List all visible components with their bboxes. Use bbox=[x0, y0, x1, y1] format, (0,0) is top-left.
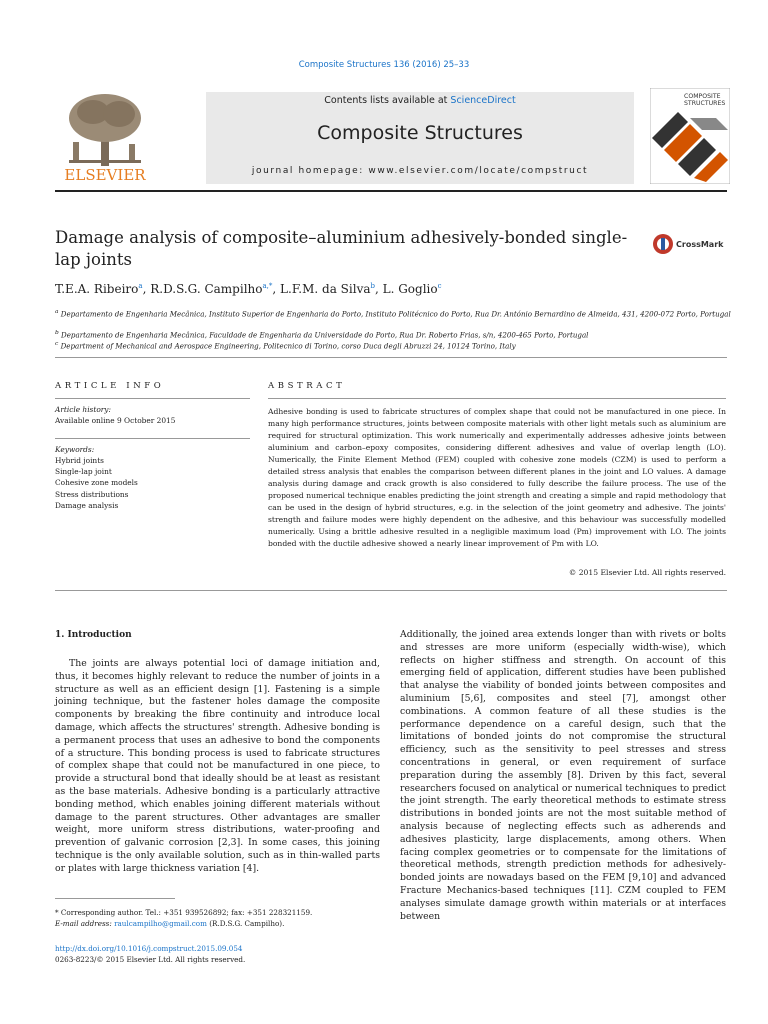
keyword-item: Damage analysis bbox=[55, 500, 119, 510]
journal-reference[interactable]: Composite Structures 136 (2016) 25–33 bbox=[298, 60, 470, 70]
author-affil-marker[interactable]: b bbox=[370, 282, 375, 290]
homepage-url[interactable]: www.elsevier.com/locate/compstruct bbox=[368, 166, 589, 176]
keyword-item: Hybrid joints bbox=[55, 456, 104, 465]
elsevier-logo bbox=[55, 90, 155, 186]
author-name[interactable]: L.F.M. da Silva bbox=[280, 282, 371, 296]
affiliation-text: Departamento de Engenharia Mecânica, Faculdade de Engenharia da Universidade do Porto, Rua Dr. Roberto Frias, s/n, 4200-465 Porto, Portugal bbox=[61, 330, 589, 340]
affiliation-text: Department of Mechanical and Aerospace Engineering, Politecnico di Torino, corso Duca degli Abruzzi 24, 10124 Torino, Italy bbox=[60, 341, 516, 351]
author-list: T.E.A. Ribeiro$^a$, R.D.S.G. Campilho$^{a,*}$, L.F.M. da Silva$^b$, L. Goglio$^c$ bbox=[55, 282, 442, 296]
affiliation-c bbox=[55, 339, 735, 352]
corresponding-author-note: * Corresponding author. Tel.: +351 939526892; fax: +351 228321159. bbox=[55, 908, 313, 917]
header-rule bbox=[55, 190, 727, 192]
keyword-item: Single-lap joint bbox=[55, 467, 112, 477]
abstract-copyright: © 2015 Elsevier Ltd. All rights reserved. bbox=[568, 568, 726, 577]
doi-link[interactable]: http://dx.doi.org/10.1016/j.compstruct.2015.09.054 bbox=[55, 944, 243, 953]
contents-prefix: Contents lists available at bbox=[324, 95, 451, 106]
article-history-label: Article history: bbox=[55, 405, 111, 414]
keyword-item: Cohesive zone models bbox=[55, 478, 138, 488]
doi-block bbox=[55, 943, 245, 965]
journal-title: Composite Structures bbox=[317, 122, 523, 144]
keyword-item: Stress distributions bbox=[55, 489, 129, 499]
footnote-rule bbox=[55, 898, 175, 899]
crossmark-label: CrossMark bbox=[676, 240, 724, 249]
intro-column-left: The joints are always potential loci of damage initiation and, thus, it becomes highly relevant to reduce the number of joints in a structure as well as an efficient design [1]. Fastening is a simple joining technique, but the fastener holes damage the composite components by breaking the fibre continuity and introduce local damage, which affects the structures' strength. Adhesive bonding is a permanent process that uses an adhesive to bond the components of a structure. This bonding process is used to fabricate structures of complex shape that could not be manufactured in one piece, to provide a structural bond that ideally should be at least as resistant as the base materials. Adhesive bonding is a particularly attractive bonding method, which enables joining different materials without damage to the parent structures. Other advantages are smaller weight, more uniform stress distributions, water-proofing and prevention of galvanic corrosion [2,3]. In some cases, this joining technique is the only available solution, such as in thin-walled parts or plates with large thickness variation [4]. bbox=[55, 658, 380, 874]
cover-word-2: STRUCTURES bbox=[684, 100, 726, 107]
author-affil-marker[interactable]: c bbox=[437, 282, 442, 290]
affiliation-a bbox=[55, 307, 735, 320]
journal-homepage bbox=[206, 166, 634, 176]
intro-column-right: Additionally, the joined area extends longer than with rivets or bolts and stresses are more uniform (especially width-wise), which reflects on higher stiffness and strength. On account of this emerging field of application, different studies have been published that analyse the viability of bonded joints between composites and aluminium [5,6], composites and steel [7], amongst other combinations. A common feature of all these studies is the performance dependence on a careful design, such that the limitations of bonded joints do not compromise the structural efficiency, such as the sensitivity to peel stresses and stress concentrations in general, or even requirement of surface preparation during the assembly [8]. Driven by this fact, several researchers focused on analytical or numerical techniques to predict the joint strength. The early theoretical methods to estimate stress distributions in bonded joints are not the most suitable method of analysis because of neglecting effects such as adherends and adhesives plasticity, large displacements, among others. When facing complex geometries or to compensate for the limitations of theoretical methods, strength prediction methods for adhesively-bonded joints are nowadays based on the FEM [9,10] and advanced Fracture Mechanics-based techniques [11]. CZM coupled to FEM analyses simulate damage growth within materials or at interfaces between bbox=[400, 629, 726, 922]
history-rule bbox=[55, 438, 250, 439]
crossmark-badge[interactable] bbox=[652, 232, 732, 256]
affiliation-marker: a bbox=[55, 309, 59, 315]
footnote bbox=[55, 907, 312, 929]
affiliation-rule bbox=[55, 357, 727, 358]
homepage-prefix: journal homepage: bbox=[251, 166, 369, 176]
author-affil-marker[interactable]: a bbox=[138, 282, 143, 290]
author-name[interactable]: L. Goglio bbox=[382, 282, 438, 296]
abstract-rule-top bbox=[268, 398, 726, 399]
author-name[interactable]: R.D.S.G. Campilho bbox=[150, 282, 263, 296]
email-label: E-mail address: bbox=[55, 919, 115, 928]
author-affil-marker[interactable]: a,* bbox=[262, 282, 273, 290]
affiliation-text: Departamento de Engenharia Mecânica, Instituto Superior de Engenharia do Porto, Instituto Politécnico do Porto, Rua Dr. António Bernardino de Almeida, 431, 4200-072 Porto, Portugal bbox=[60, 309, 731, 319]
author-name[interactable]: T.E.A. Ribeiro bbox=[55, 282, 139, 296]
abstract-rule-bottom bbox=[55, 590, 727, 591]
issn-line: 0263-8223/© 2015 Elsevier Ltd. All rights reserved. bbox=[55, 955, 246, 964]
cover-word-1: COMPOSITE bbox=[684, 93, 721, 100]
article-info-rule bbox=[55, 398, 250, 399]
abstract-body: Adhesive bonding is used to fabricate structures of complex shape that could not be manufactured in one piece. In many high performance structures, joints between composite materials with other light metals such as aluminium are required for structural optimization. This work numerically and experimentally addresses adhesive joints between aluminium and carbon–epoxy composites, considering different adhesives and value of overlap length (LO). Numerically, the Finite Element Method (FEM) coupled with cohesive zone models (CZM) is used to perform a detailed stress analysis that enables the comparison between different planes in the joint and LO values. A damage analysis during damage and crack growth is also considered to fully describe the failure process. The use of the proposed numerical technique enables predicting the joint strength and creating a simple and rapid methodology that can be used in the design of hybrid structures, e.g. in the selection of the joint geometry and adhesive. The joints' strength and failure modes were highly dependent on the adhesive, and this behaviour was successfully modelled numerically. Using a brittle adhesive resulted in a negligible maximum load (Pm) improvement with LO. The joints bonded with the ductile adhesive showed a nearly linear improvement of Pm with LO. bbox=[268, 407, 726, 548]
keywords-list bbox=[55, 455, 138, 511]
affiliation-marker: c bbox=[55, 341, 59, 347]
keywords-label: Keywords: bbox=[55, 445, 95, 454]
journal-cover-image bbox=[650, 88, 730, 184]
paper-title: Damage analysis of composite–aluminium adhesively-bonded single-lap joints bbox=[55, 228, 628, 269]
email-line bbox=[55, 918, 312, 929]
email-suffix: (R.D.S.G. Campilho). bbox=[206, 919, 285, 928]
affiliation-marker: b bbox=[55, 330, 59, 336]
article-history-value: Available online 9 October 2015 bbox=[55, 416, 176, 425]
contents-line bbox=[206, 95, 634, 106]
elsevier-wordmark: ELSEVIER bbox=[64, 166, 146, 184]
section-heading-introduction: 1. Introduction bbox=[55, 630, 132, 640]
sciencedirect-link[interactable]: ScienceDirect bbox=[450, 95, 516, 106]
article-info-heading: ARTICLE INFO bbox=[55, 381, 165, 391]
email-link[interactable]: raulcampilho@gmail.com bbox=[114, 919, 207, 928]
abstract-heading: ABSTRACT bbox=[268, 381, 346, 391]
